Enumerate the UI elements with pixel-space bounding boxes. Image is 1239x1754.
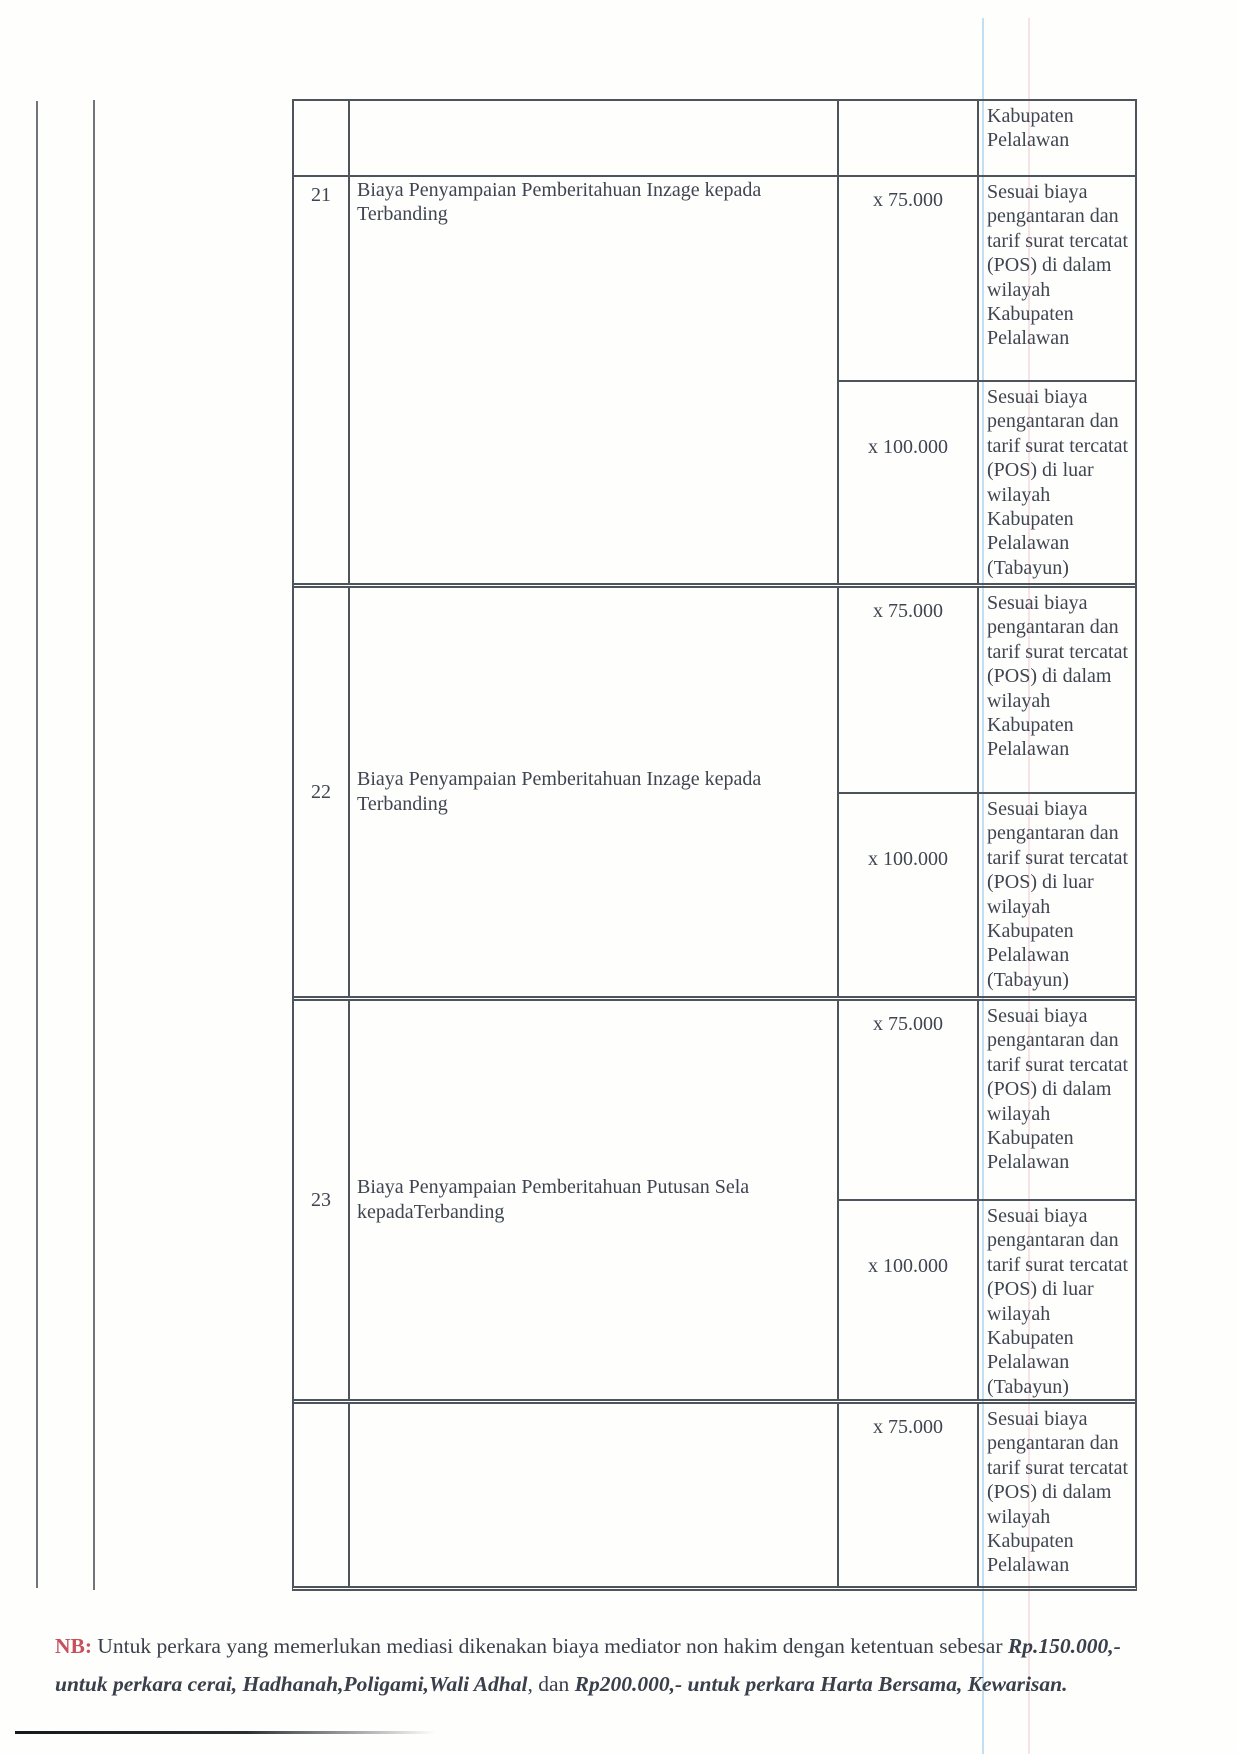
amount-note-group bbox=[839, 588, 1135, 996]
table-subrow bbox=[839, 588, 1135, 792]
table-row-22 bbox=[294, 583, 1135, 996]
amount-note-group bbox=[839, 1001, 1135, 1399]
amount-cell: x 75.000 bbox=[839, 177, 979, 380]
table-subrow bbox=[839, 177, 1135, 380]
table-subrow bbox=[839, 1199, 1135, 1399]
amount-note-group bbox=[839, 101, 1135, 175]
margin-rule-left bbox=[36, 101, 38, 1588]
footnote-text-4: untuk perkara Harta Bersama, Kewarisan. bbox=[682, 1671, 1068, 1696]
note-cell: Sesuai biaya pengantaran dan tarif surat tercatat (POS) di luar wilayah Kabupaten Pelalawan (Tabayun) bbox=[987, 386, 1129, 579]
description-cell: Biaya Penyampaian Pemberitahuan Inzage kepada Terbanding bbox=[350, 177, 839, 583]
note-cell: Kabupaten Pelalawan bbox=[987, 105, 1074, 152]
amount-cell: x 75.000 bbox=[839, 1404, 979, 1586]
footnote-text-3: , dan bbox=[527, 1671, 575, 1696]
page-bottom-rule bbox=[15, 1731, 435, 1734]
amount-cell: x 100.000 bbox=[839, 382, 979, 583]
table-subrow bbox=[839, 101, 1135, 175]
description-cell: Biaya Penyampaian Pemberitahuan Inzage kepada Terbanding bbox=[350, 588, 839, 996]
row-number-cell: 21 bbox=[294, 177, 350, 583]
table-subrow bbox=[839, 1001, 1135, 1199]
amount-cell: x 75.000 bbox=[839, 588, 979, 792]
footnote-text-2: untuk perkara cerai, Hadhanah,Poligami,Wali Adhal bbox=[55, 1671, 528, 1696]
table-row-carryover bbox=[294, 101, 1135, 175]
row-number-cell bbox=[294, 101, 350, 175]
row-number-cell bbox=[294, 1404, 350, 1586]
amount-note-group bbox=[839, 177, 1135, 583]
table-row-21 bbox=[294, 175, 1135, 583]
margin-rule-right bbox=[93, 100, 95, 1590]
description-cell: Biaya Penyampaian Pemberitahuan Putusan Sela kepadaTerbanding bbox=[350, 1001, 839, 1399]
description-cell bbox=[350, 1404, 839, 1586]
row-number-cell: 23 bbox=[294, 1001, 350, 1399]
note-cell: Sesuai biaya pengantaran dan tarif surat tercatat (POS) di dalam wilayah Kabupaten Pelalawan bbox=[987, 181, 1129, 350]
description-cell bbox=[350, 101, 839, 175]
amount-cell: x 100.000 bbox=[839, 794, 979, 996]
amount-cell bbox=[839, 101, 979, 175]
fee-table bbox=[292, 99, 1137, 1591]
footnote-amount-1: Rp.150.000,- bbox=[1007, 1634, 1121, 1658]
note-cell: Sesuai biaya pengantaran dan tarif surat tercatat (POS) di dalam wilayah Kabupaten Pelalawan bbox=[987, 1005, 1129, 1174]
amount-note-group bbox=[839, 1404, 1135, 1586]
note-cell: Sesuai biaya pengantaran dan tarif surat tercatat (POS) di dalam wilayah Kabupaten Pelalawan bbox=[987, 592, 1129, 761]
footnote bbox=[55, 1628, 1140, 1704]
note-cell: Sesuai biaya pengantaran dan tarif surat tercatat (POS) di dalam wilayah Kabupaten Pelalawan bbox=[987, 1408, 1129, 1577]
amount-cell: x 75.000 bbox=[839, 1001, 979, 1199]
footnote-amount-2: Rp200.000,- bbox=[574, 1671, 683, 1696]
footnote-text-1: Untuk perkara yang memerlukan mediasi dikenakan biaya mediator non hakim dengan ketentuan sebesar bbox=[92, 1634, 1008, 1658]
footnote-nb-label: NB: bbox=[55, 1634, 93, 1658]
table-subrow bbox=[839, 380, 1135, 583]
table-row-partial bbox=[294, 1399, 1135, 1586]
amount-cell: x 100.000 bbox=[839, 1201, 979, 1399]
note-cell: Sesuai biaya pengantaran dan tarif surat tercatat (POS) di luar wilayah Kabupaten Pelalawan (Tabayun) bbox=[987, 798, 1129, 991]
table-subrow bbox=[839, 1404, 1135, 1586]
note-cell: Sesuai biaya pengantaran dan tarif surat tercatat (POS) di luar wilayah Kabupaten Pelalawan (Tabayun) bbox=[987, 1205, 1129, 1398]
table-subrow bbox=[839, 792, 1135, 996]
row-number-cell: 22 bbox=[294, 588, 350, 996]
table-row-23 bbox=[294, 996, 1135, 1399]
